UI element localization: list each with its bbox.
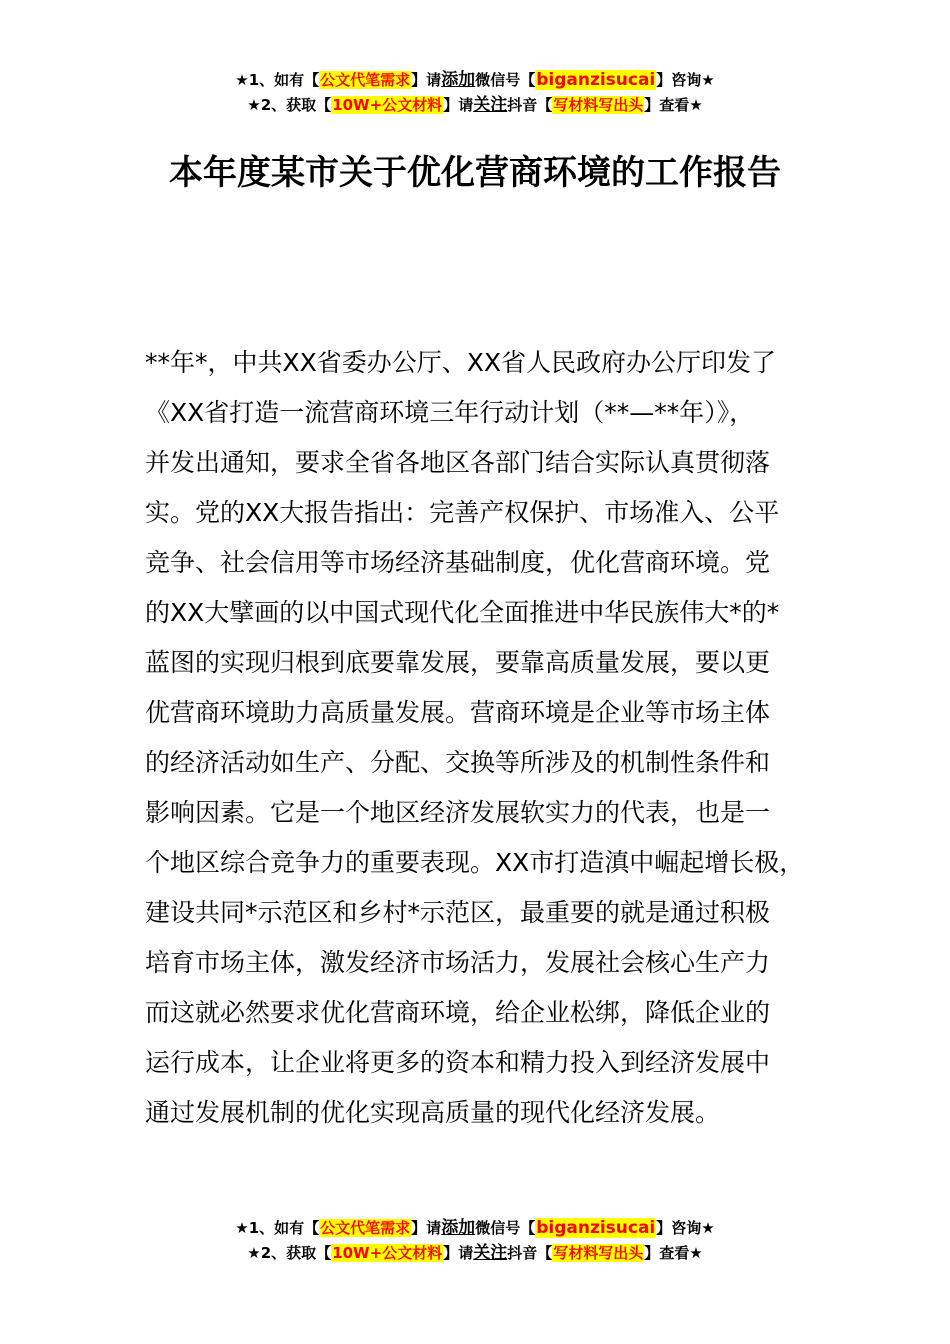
body-line: 优营商环境助力高质量发展。营商环境是企业等市场主体 — [145, 698, 771, 727]
banner-line-2 — [0, 93, 950, 118]
banner-text: 】咨询★ — [656, 1219, 715, 1237]
banner-text: 】查看★ — [644, 96, 703, 114]
body-line: 建设共同*示范区和乡村*示范区，最重要的就是通过积极 — [145, 898, 771, 927]
banner-highlight: biganzisucai — [536, 1218, 656, 1238]
banner-text: 微信号【 — [475, 1219, 536, 1237]
body-line: 《XX省打造一流营商环境三年行动计划（**—**年）》， — [145, 398, 755, 427]
banner-line-1 — [0, 1216, 950, 1241]
body-line: 并发出通知，要求全省各地区各部门结合实际认真贯彻落 — [145, 448, 771, 477]
banner-underlined: 添加 — [441, 1218, 476, 1238]
body-line: 影响因素。它是一个地区经济发展软实力的代表，也是一 — [145, 798, 771, 827]
footer-banner — [0, 1216, 950, 1266]
document-title: 本年度某市关于优化营商环境的工作报告 — [169, 153, 781, 193]
banner-highlight: 10W+公文材料 — [332, 96, 443, 114]
banner-text: 】请 — [443, 96, 474, 114]
body-line: 的XX大擘画的以中国式现代化全面推进中华民族伟大*的* — [145, 598, 780, 627]
banner-text: ★2、获取【 — [247, 1244, 332, 1262]
body-line: 的经济活动如生产、分配、交换等所涉及的机制性条件和 — [145, 748, 771, 777]
banner-text: 】查看★ — [644, 1244, 703, 1262]
banner-underlined: 关注 — [473, 95, 508, 115]
body-line: 培育市场主体，激发经济市场活力，发展社会核心生产力 — [145, 948, 771, 977]
banner-text: ★1、如有【 — [235, 1219, 320, 1237]
banner-highlight: biganzisucai — [536, 70, 656, 90]
banner-underlined: 关注 — [473, 1243, 508, 1263]
body-line: 个地区综合竞争力的重要表现。XX市打造滇中崛起增长极， — [145, 848, 805, 877]
banner-highlight: 10W+公文材料 — [332, 1244, 443, 1262]
body-line: **年*，中共XX省委办公厅、XX省人民政府办公厅印发了 — [145, 348, 777, 377]
banner-highlight: 公文代笔需求 — [320, 71, 411, 89]
banner-line-1 — [0, 68, 950, 93]
body-line: 竞争、社会信用等市场经济基础制度，优化营商环境。党 — [145, 548, 771, 577]
banner-text: 抖音【 — [507, 96, 553, 114]
banner-text: ★1、如有【 — [235, 71, 320, 89]
banner-text: 】请 — [443, 1244, 474, 1262]
body-line: 运行成本，让企业将更多的资本和精力投入到经济发展中 — [145, 1048, 771, 1077]
banner-text: 抖音【 — [507, 1244, 553, 1262]
body-line: 而这就必然要求优化营商环境，给企业松绑，降低企业的 — [145, 998, 771, 1027]
body-line: 通过发展机制的优化实现高质量的现代化经济发展。 — [145, 1098, 721, 1127]
banner-text: 】请 — [411, 71, 442, 89]
banner-text: 】咨询★ — [656, 71, 715, 89]
body-line: 蓝图的实现归根到底要靠发展，要靠高质量发展，要以更 — [145, 648, 771, 677]
document-body — [145, 338, 835, 1138]
banner-line-2 — [0, 1241, 950, 1266]
body-line: 实。党的XX大报告指出：完善产权保护、市场准入、公平 — [145, 498, 780, 527]
banner-text: ★2、获取【 — [247, 96, 332, 114]
banner-highlight: 公文代笔需求 — [320, 1219, 411, 1237]
banner-underlined: 添加 — [441, 70, 476, 90]
banner-highlight: 写材料写出头 — [553, 1244, 644, 1262]
banner-highlight: 写材料写出头 — [553, 96, 644, 114]
banner-text: 】请 — [411, 1219, 442, 1237]
header-banner — [0, 68, 950, 118]
banner-text: 微信号【 — [475, 71, 536, 89]
